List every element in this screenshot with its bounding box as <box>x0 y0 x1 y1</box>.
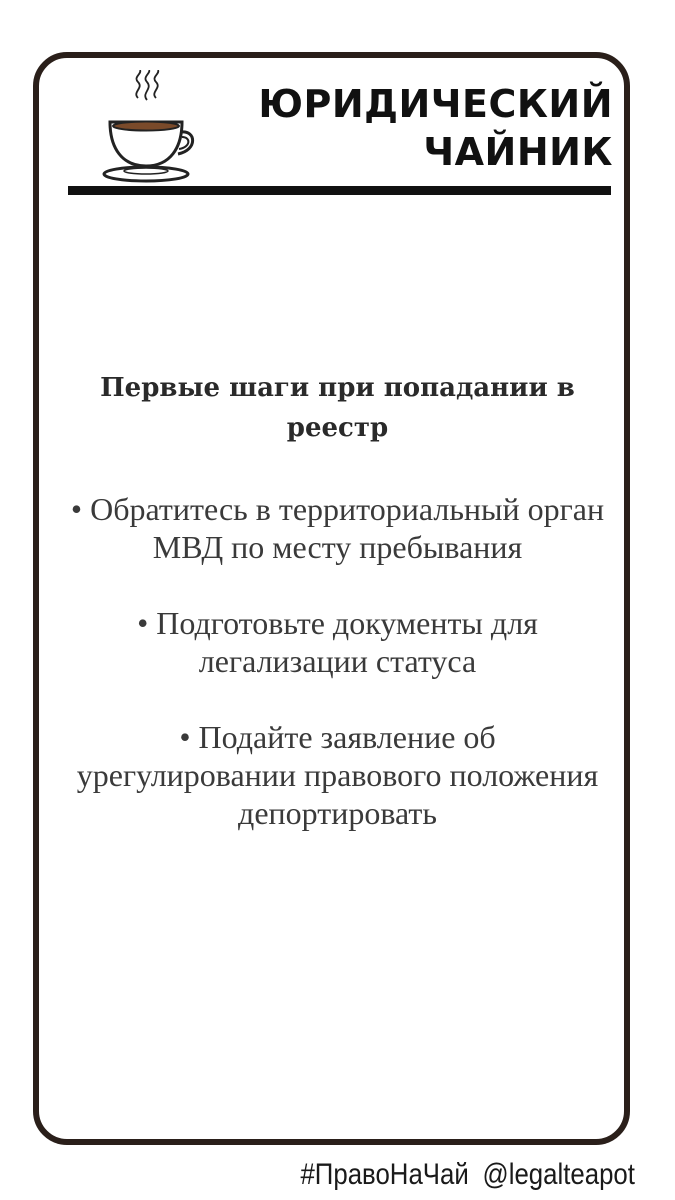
coffee-cup-icon <box>100 70 200 185</box>
account-handle: @legalteapot <box>482 1158 635 1191</box>
hashtag: #ПравоНаЧай <box>300 1158 469 1191</box>
step-item-2: • Подготовьте документы для легализации статуса <box>137 605 538 679</box>
brand-title-line1: ЮРИДИЧЕСКИЙ <box>258 82 613 126</box>
section-title: Первые шаги при попадании в реестр <box>100 373 575 443</box>
step-item-3: • Подайте заявление об урегулировании правового положения депортировать <box>76 719 599 831</box>
footer <box>301 1156 635 1194</box>
header-divider <box>68 186 611 195</box>
brand-title-line2: ЧАЙНИК <box>423 130 613 174</box>
step-item-1: • Обратитесь в территориальный орган МВД по месту пребывания <box>70 491 605 565</box>
main-content <box>70 368 605 832</box>
brand-title <box>258 80 613 176</box>
